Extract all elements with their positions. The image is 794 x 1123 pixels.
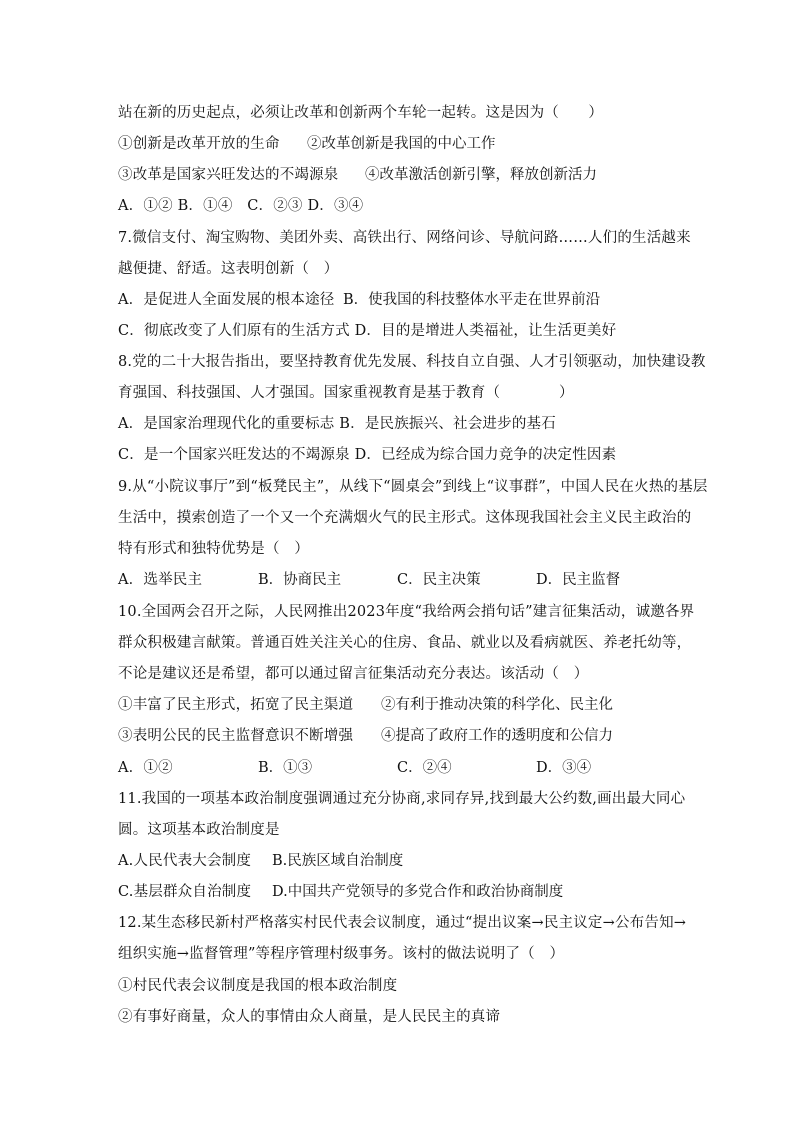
q9-option-c: C．民主决策	[397, 572, 481, 588]
q6-item-4: ④改革激活创新引擎，释放创新活力	[365, 167, 597, 183]
q12-item-1: ①村民代表会议制度是我国的根本政治制度	[118, 978, 398, 994]
q8-stem-line-1: 8.党的二十大报告指出，要坚持教育优先发展、科技自立自强、人才引领驱动，加快建设教	[118, 354, 706, 370]
q9-option-a: A．选举民主	[118, 572, 203, 588]
q7-option-cd: C．彻底改变了人们原有的生活方式 D．目的是增进人类福祉，让生活更美好	[118, 323, 617, 339]
q10-option-c: C．②④	[397, 760, 452, 776]
q9-stem-line-3: 特有形式和独特优势是（ ）	[118, 541, 310, 557]
q9-option-d: D．民主监督	[536, 572, 621, 588]
q11-stem-line-2: 圆。这项基本政治制度是	[118, 822, 280, 838]
q6-stem: 站在新的历史起点，必须让改革和创新两个车轮一起转。这是因为（ ）	[118, 105, 604, 121]
q8-stem-line-2: 育强国、科技强国、人才强国。国家重视教育是基于教育（ ）	[118, 385, 574, 401]
q10-stem-line-2: 群众积极建言献策。普通百姓关注关心的住房、食品、就业以及看病就医、养老托幼等，	[118, 635, 692, 651]
q12-stem-line-1: 12.某生态移民新村严格落实村民代表会议制度，通过“提出议案→民主议定→公布告知→	[118, 915, 687, 931]
q6-item-1: ①创新是改革开放的生命	[118, 136, 280, 152]
q10-item-4: ④提高了政府工作的透明度和公信力	[381, 728, 613, 744]
q12-stem-line-2: 组织实施→监督管理”等程序管理村级事务。该村的做法说明了（ ）	[118, 946, 565, 962]
q8-option-ab: A．是国家治理现代化的重要标志 B．是民族振兴、社会进步的基石	[118, 416, 556, 432]
q9-stem-line-1: 9.从“小院议事厅”到“板凳民主”，从线下“圆桌会”到线上“议事群”，中国人民在火热的基层	[118, 479, 708, 495]
q10-stem-line-1: 10.全国两会召开之际，人民网推出2023年度“我给两会捎句话”建言征集活动，诚邀各界	[118, 604, 695, 620]
q11-option-b: B.民族区域自治制度	[272, 853, 404, 869]
q11-option-a: A.人民代表大会制度	[118, 853, 252, 869]
q7-option-a: A．是促进人全面发展的根本途径	[118, 292, 335, 308]
q7-stem-line-1: 7.微信支付、淘宝购物、美团外卖、高铁出行、网络问诊、导航问路……人们的生活越来	[118, 230, 691, 246]
q10-option-a: A．①②	[118, 760, 173, 776]
q9-option-b: B．协商民主	[258, 572, 342, 588]
q10-item-2: ②有利于推动决策的科学化、民主化	[381, 697, 613, 713]
q10-option-b: B．①③	[258, 760, 313, 776]
q10-item-3: ③表明公民的民主监督意识不断增强	[118, 728, 354, 744]
q6-options: A．①② B．①④ C．②③ D．③④	[118, 198, 364, 214]
q9-stem-line-2: 生活中，摸索创造了一个又一个充满烟火气的民主形式。这体现我国社会主义民主政治的	[118, 510, 692, 526]
q11-stem-line-1: 11.我国的一项基本政治制度强调通过充分协商,求同存异,找到最大公约数,画出最大同心	[118, 791, 686, 807]
q6-item-3: ③改革是国家兴旺发达的不竭源泉	[118, 167, 339, 183]
q10-option-d: D．③④	[536, 760, 592, 776]
q11-option-d: D.中国共产党领导的多党合作和政治协商制度	[272, 884, 564, 900]
q7-stem-line-2: 越便捷、舒适。这表明创新（ ）	[118, 261, 339, 277]
q6-item-2: ②改革创新是我国的中心工作	[307, 136, 496, 152]
q10-item-1: ①丰富了民主形式，拓宽了民主渠道	[118, 697, 354, 713]
q12-item-2: ②有事好商量，众人的事情由众人商量，是人民民主的真谛	[118, 1009, 501, 1025]
q10-stem-line-3: 不论是建议还是希望，都可以通过留言征集活动充分表达。该活动（ ）	[118, 666, 589, 682]
q8-option-cd: C．是一个国家兴旺发达的不竭源泉 D．已经成为综合国力竞争的决定性因素	[118, 447, 617, 463]
q11-option-c: C.基层群众自治制度	[118, 884, 252, 900]
q7-option-b: B．使我国的科技整体水平走在世界前沿	[343, 292, 601, 308]
